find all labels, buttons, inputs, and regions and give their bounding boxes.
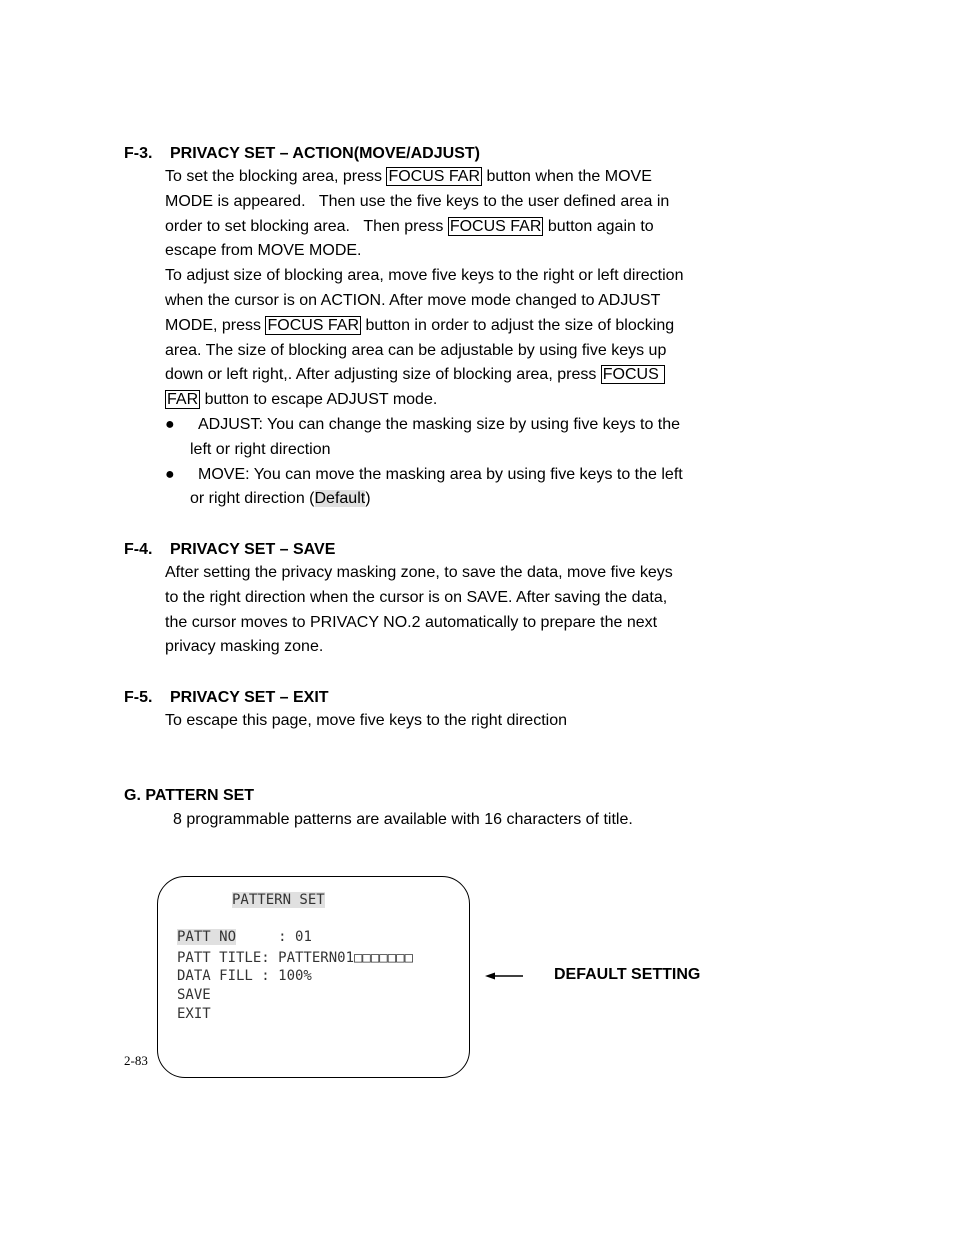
- heading-number: F-4.: [124, 541, 153, 558]
- bullet-icon: ●: [165, 465, 175, 483]
- osd-patt-no-row: [177, 929, 312, 945]
- heading-title: PRIVACY SET – EXIT: [170, 689, 329, 706]
- heading-f5: [124, 689, 329, 707]
- text-line: To set the blocking area, press FOCUS FAR button when the MOVE: [165, 168, 652, 185]
- focus-far-key: FOCUS FAR: [449, 217, 542, 235]
- text-line: After setting the privacy masking zone, to save the data, move five keys: [165, 564, 673, 581]
- osd-patt-title-row: PATT TITLE: PATTERN01□□□□□□□: [177, 950, 414, 966]
- focus-far-key: FOCUS: [602, 366, 664, 384]
- f5-body: [165, 709, 567, 734]
- text-line: down or left right,. After adjusting size of blocking area, press FOCUS: [165, 366, 664, 384]
- osd-save-row: SAVE: [177, 987, 211, 1003]
- g-body: [173, 808, 633, 833]
- text-line: escape from MOVE MODE.: [165, 242, 362, 260]
- focus-far-key: FOCUS FAR: [267, 316, 360, 334]
- heading-number: F-5.: [124, 689, 153, 706]
- text-line: MODE is appeared. Then use the five keys to the user defined area in: [165, 192, 670, 210]
- page-number: 2-83: [124, 1053, 148, 1068]
- osd-data-fill-row: DATA FILL : 100%: [177, 968, 312, 984]
- text-line: FAR button to escape ADJUST mode.: [167, 391, 438, 409]
- osd-title: PATTERN SET: [232, 892, 325, 908]
- text-line: privacy masking zone.: [165, 638, 324, 656]
- focus-far-key: FAR: [167, 391, 199, 409]
- text-line: when the cursor is on ACTION. After move mode changed to ADJUST: [165, 291, 661, 309]
- f4-body: [165, 561, 673, 660]
- heading-number: F-3.: [124, 145, 153, 162]
- heading-g: G. PATTERN SET: [124, 787, 255, 804]
- osd-screen: [157, 876, 470, 1078]
- bullet-list: [165, 413, 710, 512]
- f3-body: [165, 165, 683, 413]
- heading-title: PRIVACY SET – ACTION(MOVE/ADJUST): [170, 145, 480, 162]
- osd-patt-no-value: : 01: [236, 929, 312, 945]
- text-line: 8 programmable patterns are available with 16 characters of title.: [173, 811, 633, 828]
- heading-f3: [124, 145, 480, 163]
- list-item: ● ADJUST: You can change the masking size by using five keys to the left or right direction: [165, 413, 710, 463]
- heading-f4: [124, 541, 335, 559]
- list-item: ● MOVE: You can move the masking area by using five keys to the left or right direction (Default): [165, 463, 710, 513]
- focus-far-key: FOCUS FAR: [388, 168, 481, 185]
- heading-title: PRIVACY SET – SAVE: [170, 541, 336, 558]
- default-setting-label: DEFAULT SETTING: [554, 966, 701, 983]
- text-line: To escape this page, move five keys to the right direction: [165, 712, 567, 729]
- osd-patt-no-label: PATT NO: [177, 929, 237, 945]
- arrow-left-icon: [485, 966, 525, 986]
- text-line: MODE, press FOCUS FAR button in order to adjust the size of blocking: [165, 316, 675, 334]
- text-line: to the right direction when the cursor is on SAVE. After saving the data,: [165, 588, 668, 606]
- osd-exit-row: EXIT: [177, 1006, 211, 1022]
- text-line: order to set blocking area. Then press FOCUS FAR button again to: [165, 217, 654, 235]
- default-highlight: Default: [314, 490, 366, 508]
- bullet-icon: ●: [165, 416, 175, 433]
- text-line: To adjust size of blocking area, move five keys to the right or left direction: [165, 267, 684, 285]
- text-line: area. The size of blocking area can be adjustable by using five keys up: [165, 341, 667, 359]
- text-line: the cursor moves to PRIVACY NO.2 automatically to prepare the next: [165, 613, 658, 631]
